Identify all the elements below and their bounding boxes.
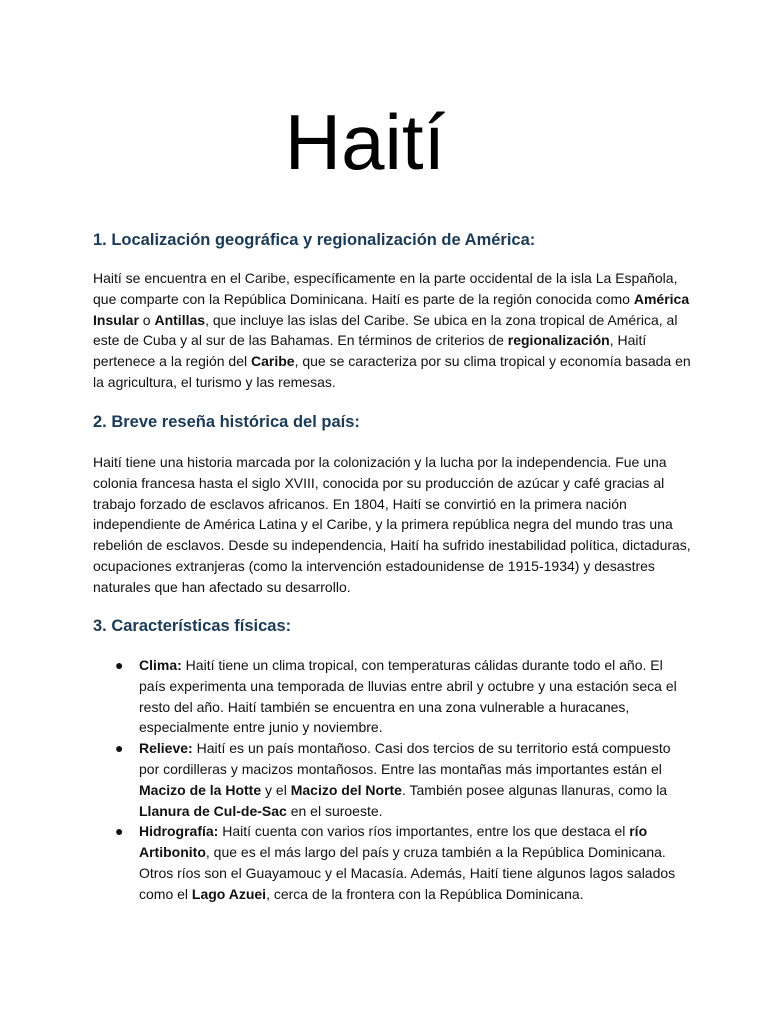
text-run: Haití tiene un clima tropical, con temperaturas cálidas durante todo el año. El país experimenta una temporada de lluvias entre abril y octubre y una estación seca el resto del año. Haití también se encuentra en una zona vulnerable a huracanes, especialmente entre junio y noviembre.	[139, 657, 677, 736]
bold-term: Macizo de la Hotte	[139, 781, 262, 798]
list-item-relief	[93, 738, 693, 821]
bold-term: Antillas	[154, 311, 206, 328]
text-run: Haití tiene una historia marcada por la colonización y la lucha por la independencia. Fue una colonia francesa hasta el siglo XVIII, conocida por su producción de azúcar y café gracias al trabajo forzado de esclavos africanos. En 1804, Haití se convirtió en la primera nación independiente de América Latina y el Caribe, y la primera república negra del mundo tras una rebelión de esclavos. Desde su independencia, Haití ha sufrido inestabilidad política, dictaduras, ocupaciones extranjeras (como la intervención estadounidense de 1915-1934) y desastres naturales que han afectado su desarrollo.	[93, 454, 691, 595]
list-item-hydrography	[93, 821, 693, 904]
bullet-label: Hidrografía:	[139, 823, 219, 840]
section-heading-history: 2. Breve reseña histórica del país:	[93, 413, 360, 431]
text-run: o	[138, 311, 155, 328]
bullet-icon: ●	[115, 657, 124, 673]
bullet-icon: ●	[115, 823, 124, 840]
paragraph-location	[93, 268, 693, 393]
text-run: Haití cuenta con varios ríos importantes, entre los que destaca el	[218, 823, 630, 840]
bold-term: Llanura de Cul-de-Sac	[139, 802, 287, 819]
text-run: , Haití pertenece a la región del	[93, 332, 647, 370]
bold-term: regionalización	[507, 332, 610, 349]
section-heading-physical: 3. Características físicas:	[93, 617, 292, 635]
bullet-icon: ●	[115, 740, 124, 757]
page-title: Haití	[284, 98, 446, 186]
text-run: . También posee algunas llanuras, como la	[401, 781, 668, 798]
bold-term: Macizo del Norte	[290, 781, 402, 798]
paragraph-history	[93, 452, 693, 598]
bullet-label: Relieve:	[139, 740, 193, 757]
bold-term: Lago Azuei	[191, 885, 267, 902]
list-item-climate	[93, 655, 693, 738]
text-run: , que es el más largo del país y cruza también a la República Dominicana. Otros ríos son el Guayamouc y el Macasía. Además, Haití tiene algunos lagos salados como el	[139, 844, 676, 902]
physical-characteristics-list	[93, 655, 693, 905]
bullet-label: Clima:	[139, 657, 182, 673]
text-run: Haití se encuentra en el Caribe, específicamente en la parte occidental de la isla La Española, que comparte con la República Dominicana. Haití es parte de la región conocida como	[93, 270, 678, 307]
text-run: , que se caracteriza por su clima tropical y economía basada en la agricultura, el turismo y las remesas.	[93, 353, 691, 390]
bold-term: río Artibonito	[139, 823, 648, 861]
text-run: y el	[261, 781, 291, 798]
bold-term: Caribe	[251, 353, 295, 370]
text-run: en el suroeste.	[286, 802, 383, 819]
text-run: , que incluye las islas del Caribe. Se ubica en la zona tropical de América, al este de Cuba y al sur de las Bahamas. En términos de criterios de	[93, 311, 678, 349]
section-heading-location: 1. Localización geográfica y regionalización de América:	[93, 231, 536, 249]
text-run: , cerca de la frontera con la República Dominicana.	[266, 885, 584, 902]
text-run: Haití es un país montañoso. Casi dos tercios de su territorio está compuesto por cordilleras y macizos montañosos. Entre las montañas más importantes están el	[139, 740, 671, 777]
bold-term: América Insular	[93, 290, 690, 328]
